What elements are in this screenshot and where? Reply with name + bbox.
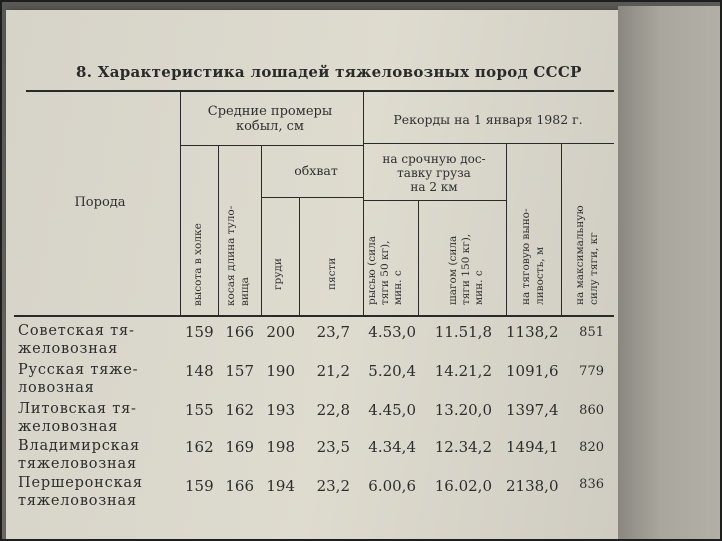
breed-name-line2: тяжеловозная <box>18 456 137 472</box>
max-pull-value: 820 <box>579 440 604 455</box>
trot-value: 4.34,4 <box>368 438 416 456</box>
walk-value: 13.20,0 <box>434 401 492 419</box>
delivery-header-line3: на 2 км <box>410 180 458 194</box>
trot-value: 4.45,0 <box>368 401 416 419</box>
col-divider-walk <box>506 144 507 315</box>
delivery-header-line1: на срочную дос- <box>382 152 486 166</box>
length-value: 166 <box>225 323 254 341</box>
max-pull-header-line1: на максимальную <box>574 205 586 305</box>
chest-value: 193 <box>266 401 295 419</box>
girth-group-header: обхват <box>294 163 338 178</box>
header-top-rule <box>26 90 614 92</box>
trot-value: 5.20,4 <box>368 362 416 380</box>
endurance-header-line1: на тяговую выно- <box>520 208 532 305</box>
max-pull-header-line2: силу тяги, кг <box>588 232 600 305</box>
measurements-group-header-line1: Средние промеры <box>207 104 333 119</box>
col-divider-chest <box>299 198 300 315</box>
walk-value: 14.21,2 <box>434 362 492 380</box>
metacarpus-value: 22,8 <box>316 401 350 419</box>
endurance-header-line2: ливость, м <box>534 246 546 305</box>
metacarpus-column-header: пясти <box>326 257 338 290</box>
breed-column-header: Порода <box>74 195 126 210</box>
col-divider-length <box>261 146 262 315</box>
metacarpus-value: 21,2 <box>316 362 350 380</box>
walk-header-line3: мин. с <box>473 270 485 305</box>
trot-header-line1: рысью (сила <box>366 235 378 305</box>
records-subrule <box>363 143 614 144</box>
delivery-subrule <box>363 200 506 201</box>
height-column-header: высота в холке <box>192 223 204 306</box>
walk-header-line1: шагом (сила <box>447 235 459 305</box>
col-divider-measurements <box>363 91 364 315</box>
records-group-header: Рекорды на 1 января 1982 г. <box>393 112 583 127</box>
trot-value: 4.53,0 <box>368 323 416 341</box>
breed-name-line2: желовозная <box>18 341 119 357</box>
chest-value: 190 <box>266 362 295 380</box>
breed-name-line1: Русская тяже- <box>18 362 139 378</box>
table-title: 8. Характеристика лошадей тяжеловозных пород СССР <box>76 63 582 81</box>
measurements-subrule <box>180 145 363 146</box>
length-value: 162 <box>225 401 254 419</box>
breed-name-line1: Владимирская <box>18 438 140 454</box>
breed-name-line1: Першеронская <box>18 475 143 491</box>
chest-value: 198 <box>266 438 295 456</box>
endurance-value: 1397,4 <box>506 401 559 419</box>
metacarpus-value: 23,5 <box>316 438 350 456</box>
endurance-value: 1138,2 <box>506 323 559 341</box>
max-pull-value: 836 <box>579 477 604 492</box>
col-divider-endurance <box>561 144 562 315</box>
max-pull-value: 779 <box>579 364 604 379</box>
length-value: 169 <box>225 438 254 456</box>
col-divider-breed <box>180 91 181 315</box>
height-value: 159 <box>185 477 214 495</box>
header-bottom-rule <box>14 315 614 317</box>
walk-value: 16.02,0 <box>434 477 492 495</box>
body-length-header-line2: вища <box>239 277 251 306</box>
endurance-value: 1091,6 <box>506 362 559 380</box>
height-value: 162 <box>185 438 214 456</box>
delivery-header-line2: тавку груза <box>397 166 471 180</box>
col-divider-height <box>218 146 219 315</box>
length-value: 166 <box>225 477 254 495</box>
trot-header-line3: мин. с <box>392 270 404 305</box>
chest-value: 200 <box>266 323 295 341</box>
max-pull-value: 851 <box>579 325 604 340</box>
measurements-group-header-line2: кобыл, см <box>235 119 305 134</box>
chest-value: 194 <box>266 477 295 495</box>
height-value: 148 <box>185 362 214 380</box>
chest-column-header: груди <box>272 258 284 290</box>
walk-header-line2: тяги 150 кг), <box>460 233 472 305</box>
walk-value: 12.34,2 <box>434 438 492 456</box>
breed-name-line1: Советская тя- <box>18 323 135 339</box>
trot-header-line2: тяги 50 кг), <box>379 240 391 305</box>
col-divider-trot <box>418 201 419 315</box>
max-pull-value: 860 <box>579 403 604 418</box>
endurance-value: 1494,1 <box>506 438 559 456</box>
endurance-value: 2138,0 <box>506 477 559 495</box>
breed-name-line2: желовозная <box>18 419 119 435</box>
walk-value: 11.51,8 <box>434 323 492 341</box>
metacarpus-value: 23,2 <box>316 477 350 495</box>
adjacent-page <box>618 6 722 541</box>
breed-name-line1: Литовская тя- <box>18 401 137 417</box>
metacarpus-value: 23,7 <box>316 323 350 341</box>
height-value: 159 <box>185 323 214 341</box>
girth-subrule <box>261 197 363 198</box>
height-value: 155 <box>185 401 214 419</box>
trot-value: 6.00,6 <box>368 477 416 495</box>
length-value: 157 <box>225 362 254 380</box>
breed-name-line2: тяжеловозная <box>18 493 137 509</box>
body-length-header-line1: косая длина туло- <box>225 205 237 306</box>
breed-name-line2: ловозная <box>18 380 95 396</box>
